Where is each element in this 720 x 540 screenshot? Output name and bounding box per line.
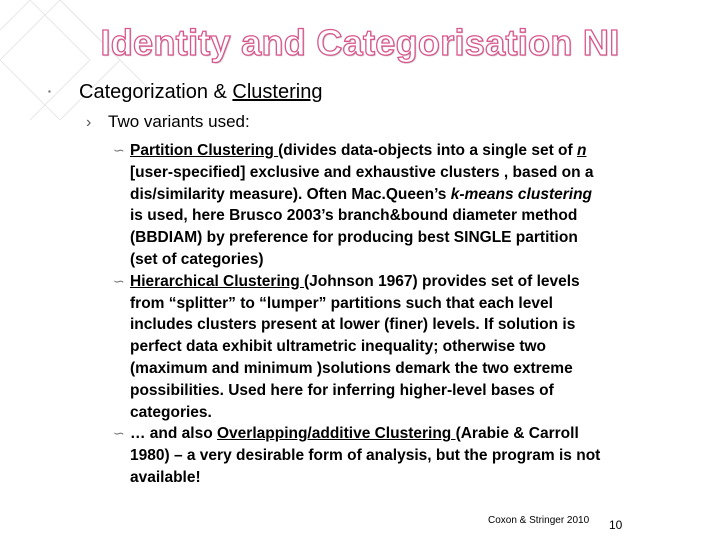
list-item-line: [130, 227, 683, 249]
list-item: [113, 271, 683, 424]
text-segment: (Arabie & Carroll: [455, 425, 579, 443]
square-bullet-icon: ▪: [48, 87, 51, 96]
text-segment: dis/similarity measure). Often Mac.Queen’s: [130, 185, 451, 203]
text-segment: Partition Clustering: [130, 142, 279, 159]
text-segment: [user-specified] exclusive and exhaustive clusters , based on a: [130, 163, 594, 181]
bullet-level3-list: [113, 140, 683, 489]
text-segment: available!: [130, 468, 201, 486]
text-segment: k-means clustering: [450, 185, 593, 203]
text-segment: possibilities. Used here for inferring higher-level bases of: [130, 381, 554, 399]
list-item-line: [130, 162, 683, 184]
list-item-line: [130, 271, 683, 293]
bullet-level2-text: Two variants used:: [108, 112, 250, 131]
text-segment: is used, here Brusco 2003’s branch&bound diameter method: [130, 207, 578, 225]
bullet-level2: [86, 112, 250, 132]
footer-credit: Coxon & Stringer 2010: [488, 515, 590, 526]
text-segment: categories.: [130, 403, 212, 421]
text-segment: perfect data exhibit ultrametric inequality; otherwise two: [130, 338, 547, 356]
text-segment: includes clusters present at lower (finer) levels. If solution is: [130, 316, 576, 334]
list-item-line: [130, 380, 683, 402]
wavy-bullet-icon: ∽: [113, 425, 125, 442]
list-item-line: [130, 293, 683, 315]
list-item-line: [130, 445, 683, 467]
list-item-line: [130, 314, 683, 336]
slide-title: Identity and Categorisation NI: [100, 22, 620, 63]
list-item-line: [130, 184, 683, 206]
list-item-line: [130, 205, 683, 227]
chevron-right-icon: ›: [86, 114, 92, 131]
list-item: [113, 140, 683, 271]
wavy-bullet-icon: ∽: [113, 142, 125, 158]
text-segment: from “splitter” to “lumper” partitions such that each level: [130, 294, 553, 312]
text-segment: Overlapping/additive Clustering: [217, 425, 456, 443]
list-item-line: [130, 140, 683, 162]
text-segment: (BBDIAM) by preference for producing best SINGLE partition: [130, 229, 578, 247]
text-segment: (set of categories): [130, 250, 264, 268]
wavy-bullet-icon: ∽: [113, 272, 125, 289]
list-item-line: [130, 249, 683, 271]
text-segment: (maximum and minimum )solutions demark the two extreme: [130, 359, 573, 377]
text-segment: (Johnson 1967) provides set of levels: [304, 272, 580, 290]
list-item: [113, 423, 683, 488]
text-segment: 1980) – a very desirable form of analysis, but the program is not: [130, 447, 601, 465]
list-item-line: [130, 358, 683, 380]
text-segment: (divides data-objects into a single set of: [278, 142, 577, 159]
list-item-line: [130, 402, 683, 424]
list-item-line: [130, 423, 683, 445]
text-segment: Hierarchical Clustering: [130, 272, 305, 290]
list-item-line: [130, 336, 683, 358]
list-item-line: [130, 467, 683, 489]
text-segment: n: [576, 142, 587, 159]
page-number: 10: [609, 518, 623, 532]
bullet-level1-text: Categorization & Clustering: [79, 81, 323, 103]
text-segment: … and also: [130, 425, 217, 443]
